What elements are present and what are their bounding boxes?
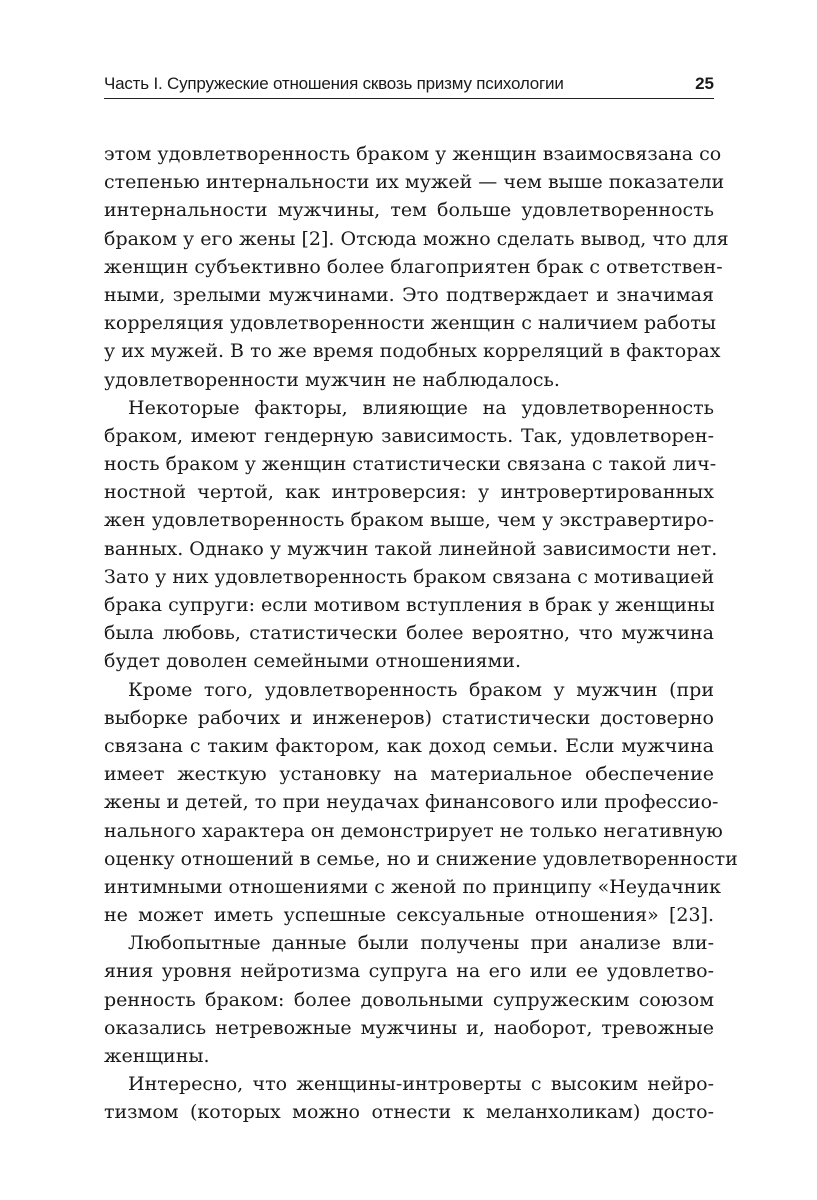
text-line: яния уровня нейротизма супруга на его или ее удовлетво-: [104, 960, 714, 983]
text-line: связана с таким фактором, как доход семьи. Если мужчина: [104, 734, 714, 757]
text-line: нального характера он демонстрирует не только негативную: [104, 819, 723, 842]
text-line: браком, имеют гендерную зависимость. Так, удовлетворен-: [104, 424, 714, 447]
text-line: не может иметь успешные сексуальные отношения» [23].: [104, 904, 714, 927]
text-line: ность браком у женщин статистически связана с такой лич-: [104, 453, 717, 476]
text-line: ностной чертой, как интроверсия: у интровертированных: [104, 481, 714, 504]
text-line: ренность браком: более довольными супружеским союзом: [104, 988, 714, 1011]
text-line: Кроме того, удовлетворенность браком у мужчин (при: [128, 678, 714, 701]
text-line: степенью интернальности их мужей — чем выше показатели: [104, 171, 725, 194]
body-text: [104, 140, 738, 1127]
text-line: у их мужей. В то же время подобных корреляций в факторах: [104, 340, 721, 363]
text-line: ванных. Однако у мужчин такой линейной зависимости нет.: [104, 537, 718, 560]
text-line: выборке рабочих и инженеров) статистически достоверно: [104, 706, 714, 729]
text-line: оказались нетревожные мужчины и, наоборот, тревожные: [104, 1016, 714, 1039]
text-line: интернальности мужчины, тем больше удовлетворенность: [104, 199, 714, 222]
text-line: имеет жесткую установку на материальное обеспечение: [104, 763, 714, 786]
text-line: браком у его жены [2]. Отсюда можно сделать вывод, что для: [104, 227, 729, 250]
text-line: корреляция удовлетворенности женщин с наличием работы: [104, 312, 716, 335]
text-line: тизмом (которых можно отнести к меланхоликам) досто-: [104, 1101, 714, 1124]
page-number: 25: [695, 74, 714, 93]
text-line: жен удовлетворенность браком выше, чем у экстравертиро-: [104, 509, 714, 532]
text-line: Интересно, что женщины-интроверты с высоким нейро-: [128, 1073, 714, 1096]
text-line: жены и детей, то при неудачах финансового или профессио-: [104, 791, 719, 814]
text-line: женщин субъективно более благоприятен брак с ответствен-: [104, 255, 723, 278]
running-head: [104, 72, 714, 99]
text-line: Некоторые факторы, влияющие на удовлетворенность: [128, 396, 714, 419]
text-line: интимными отношениями с женой по принципу «Неудачник: [104, 875, 721, 898]
text-line: женщины.: [104, 1045, 210, 1067]
text-line: удовлетворенности мужчин не наблюдалось.: [104, 368, 560, 391]
text-line: Зато у них удовлетворенность браком связана с мотивацией: [104, 565, 715, 588]
text-line: брака супруги: если мотивом вступления в брак у женщины: [104, 594, 715, 616]
text-line: ными, зрелыми мужчинами. Это подтверждает и значимая: [104, 283, 714, 306]
text-line: Любопытные данные были получены при анализе вли-: [128, 932, 714, 955]
running-title: Часть I. Супружеские отношения сквозь призму психологии: [104, 74, 564, 93]
text-line: была любовь, статистически более вероятно, что мужчина: [104, 622, 714, 645]
text-line: этом удовлетворенность браком у женщин взаимосвязана со: [104, 143, 722, 165]
text-line: оценку отношений в семье, но и снижение удовлетворенности: [104, 847, 738, 870]
text-line: будет доволен семейными отношениями.: [104, 650, 521, 673]
